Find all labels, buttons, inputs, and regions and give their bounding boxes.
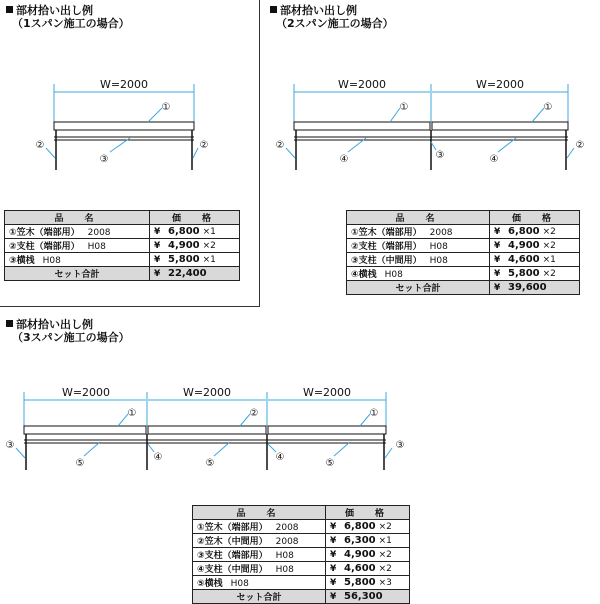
section-1span [6, 4, 130, 30]
yen-sign: ¥ [154, 227, 161, 237]
part-name: ③支柱（中間用） [351, 256, 422, 266]
part-name-cell [193, 520, 326, 534]
col-header-price: 価 格 [326, 506, 410, 520]
section-title: 部材拾い出し例 [270, 4, 394, 17]
part-code: H08 [429, 242, 448, 252]
marker-1-right: ① [369, 408, 379, 419]
section-subtitle: （1スパン施工の場合） [12, 17, 130, 30]
part-name-cell [193, 576, 326, 590]
vertical-divider [259, 0, 260, 306]
part-price-cell [490, 253, 580, 267]
part-name-cell [347, 225, 490, 239]
part-quantity: ×2 [378, 550, 392, 560]
yen-sign: ¥ [330, 522, 337, 532]
marker-4-left: ④ [339, 154, 349, 165]
diagram-2span [262, 70, 592, 190]
table-row [193, 534, 410, 548]
part-price: 5,800 [508, 268, 540, 279]
part-name: ①笠木（端部用） [197, 523, 268, 533]
section-2span [270, 4, 394, 30]
part-quantity: ×3 [378, 578, 392, 588]
marker-4-left: ④ [153, 452, 163, 463]
col-header-price: 価 格 [490, 211, 580, 225]
part-name-cell [347, 253, 490, 267]
total-row [5, 267, 240, 281]
yen-sign: ¥ [494, 241, 501, 251]
marker-1: ① [161, 102, 171, 113]
part-quantity: ×1 [378, 536, 392, 546]
horizontal-divider [0, 306, 260, 307]
part-price: 6,300 [344, 535, 376, 546]
part-quantity: ×2 [542, 227, 556, 237]
marker-5-1: ⑤ [75, 458, 85, 469]
part-name: ②支柱（端部用） [9, 242, 80, 252]
part-price: 6,800 [344, 521, 376, 532]
marker-2-right: ② [199, 140, 209, 151]
yen-sign: ¥ [494, 227, 501, 237]
part-price: 4,900 [168, 240, 200, 251]
part-code: H08 [275, 565, 294, 575]
square-bullet-icon [270, 6, 277, 13]
total-price: 22,400 [168, 268, 207, 279]
total-price-cell [326, 590, 410, 604]
marker-1-left: ① [399, 102, 409, 113]
part-quantity: ×1 [542, 255, 556, 265]
part-code: 2008 [87, 228, 111, 238]
section-subtitle: （2スパン施工の場合） [276, 17, 394, 30]
width-label-1: W=2000 [61, 386, 111, 399]
part-price: 5,800 [344, 577, 376, 588]
width-label-3: W=2000 [302, 386, 352, 399]
yen-sign: ¥ [154, 269, 161, 279]
part-price-cell [150, 225, 240, 239]
total-price: 39,600 [508, 282, 547, 293]
part-name-cell [5, 239, 150, 253]
part-name: ①笠木（端部用） [9, 228, 80, 238]
part-price-cell [490, 267, 580, 281]
top-rail-3 [268, 426, 386, 434]
table-row [193, 562, 410, 576]
part-code: H08 [384, 270, 403, 280]
part-price-cell [326, 576, 410, 590]
marker-3-left: ③ [5, 440, 15, 451]
col-header-name: 品 名 [5, 211, 150, 225]
part-name-cell [193, 534, 326, 548]
total-label: セット合計 [193, 590, 326, 604]
total-price: 56,300 [344, 591, 383, 602]
total-row [347, 281, 580, 295]
part-code: H08 [429, 256, 448, 266]
part-price: 6,800 [508, 226, 540, 237]
top-rail-left [294, 122, 430, 130]
part-name: ④横桟 [351, 270, 377, 280]
parts-table-2span [346, 210, 580, 295]
part-name-cell [193, 562, 326, 576]
top-rail-2 [148, 426, 266, 434]
part-quantity: ×2 [378, 522, 392, 532]
part-quantity: ×2 [542, 241, 556, 251]
marker-3: ③ [435, 150, 445, 161]
part-name-cell [347, 267, 490, 281]
marker-4-right: ④ [275, 452, 285, 463]
part-quantity: ×1 [202, 255, 216, 265]
top-rail-1 [24, 426, 146, 434]
section-3span [6, 318, 130, 344]
part-name: ①笠木（端部用） [351, 228, 422, 238]
table-row [347, 239, 580, 253]
section-subtitle: （3スパン施工の場合） [12, 331, 130, 344]
parts-table-3span [192, 505, 410, 604]
part-name: ⑤横桟 [197, 579, 223, 589]
part-name: ④支柱（中間用） [197, 565, 268, 575]
marker-3: ③ [99, 154, 109, 165]
yen-sign: ¥ [330, 578, 337, 588]
part-name: ③支柱（端部用） [197, 551, 268, 561]
marker-2-right: ② [575, 140, 585, 151]
part-price-cell [326, 520, 410, 534]
top-rail-right [432, 122, 568, 130]
width-label-right: W=2000 [475, 78, 525, 91]
part-quantity: ×2 [378, 564, 392, 574]
table-row [5, 239, 240, 253]
table-row [5, 225, 240, 239]
part-code: H08 [275, 551, 294, 561]
marker-1-left: ① [127, 408, 137, 419]
yen-sign: ¥ [330, 550, 337, 560]
part-quantity: ×1 [202, 227, 216, 237]
part-code: H08 [230, 579, 249, 589]
table-row [347, 267, 580, 281]
marker-2-left: ② [275, 140, 285, 151]
part-code: 2008 [429, 228, 453, 238]
col-header-name: 品 名 [347, 211, 490, 225]
part-price: 4,600 [344, 563, 376, 574]
part-code: H08 [87, 242, 106, 252]
section-title: 部材拾い出し例 [6, 4, 130, 17]
part-name: ②笠木（中間用） [197, 537, 268, 547]
table-row [193, 548, 410, 562]
total-price-cell [490, 281, 580, 295]
part-price-cell [326, 548, 410, 562]
width-label: W=2000 [99, 78, 149, 91]
marker-2-left: ② [35, 140, 45, 151]
yen-sign: ¥ [330, 536, 337, 546]
part-price-cell [326, 534, 410, 548]
parts-table-1span [4, 210, 240, 281]
part-price: 4,900 [508, 240, 540, 251]
yen-sign: ¥ [154, 255, 161, 265]
part-quantity: ×2 [542, 269, 556, 279]
part-name-cell [5, 253, 150, 267]
table-row [347, 225, 580, 239]
total-price-cell [150, 267, 240, 281]
part-code: 2008 [275, 523, 299, 533]
yen-sign: ¥ [154, 241, 161, 251]
part-code: 2008 [275, 537, 299, 547]
part-price: 5,800 [168, 254, 200, 265]
marker-5-2: ⑤ [205, 458, 215, 469]
yen-sign: ¥ [494, 269, 501, 279]
part-name-cell [5, 225, 150, 239]
marker-1-right: ① [543, 102, 553, 113]
part-price-cell [490, 239, 580, 253]
yen-sign: ¥ [494, 283, 501, 293]
part-price-cell [150, 239, 240, 253]
section-title: 部材拾い出し例 [6, 318, 130, 331]
width-label-2: W=2000 [182, 386, 232, 399]
yen-sign: ¥ [330, 592, 337, 602]
part-price-cell [150, 253, 240, 267]
marker-2: ② [249, 408, 259, 419]
total-label: セット合計 [5, 267, 150, 281]
diagram-1span [0, 70, 240, 190]
col-header-name: 品 名 [193, 506, 326, 520]
square-bullet-icon [6, 6, 13, 13]
part-price-cell [490, 225, 580, 239]
square-bullet-icon [6, 320, 13, 327]
table-row [193, 576, 410, 590]
part-price: 4,600 [508, 254, 540, 265]
marker-5-3: ⑤ [325, 458, 335, 469]
table-row [193, 520, 410, 534]
part-price: 6,800 [168, 226, 200, 237]
table-row [5, 253, 240, 267]
part-name-cell [347, 239, 490, 253]
part-name-cell [193, 548, 326, 562]
part-name: ③横桟 [9, 256, 35, 266]
part-name: ②支柱（端部用） [351, 242, 422, 252]
top-rail [54, 122, 194, 130]
part-code: H08 [42, 256, 61, 266]
part-quantity: ×2 [202, 241, 216, 251]
marker-4-right: ④ [489, 154, 499, 165]
table-row [347, 253, 580, 267]
part-price-cell [326, 562, 410, 576]
total-label: セット合計 [347, 281, 490, 295]
col-header-price: 価 格 [150, 211, 240, 225]
marker-3-right: ③ [395, 440, 405, 451]
part-price: 4,900 [344, 549, 376, 560]
diagram-3span [0, 382, 410, 492]
width-label-left: W=2000 [337, 78, 387, 91]
total-row [193, 590, 410, 604]
yen-sign: ¥ [494, 255, 501, 265]
yen-sign: ¥ [330, 564, 337, 574]
